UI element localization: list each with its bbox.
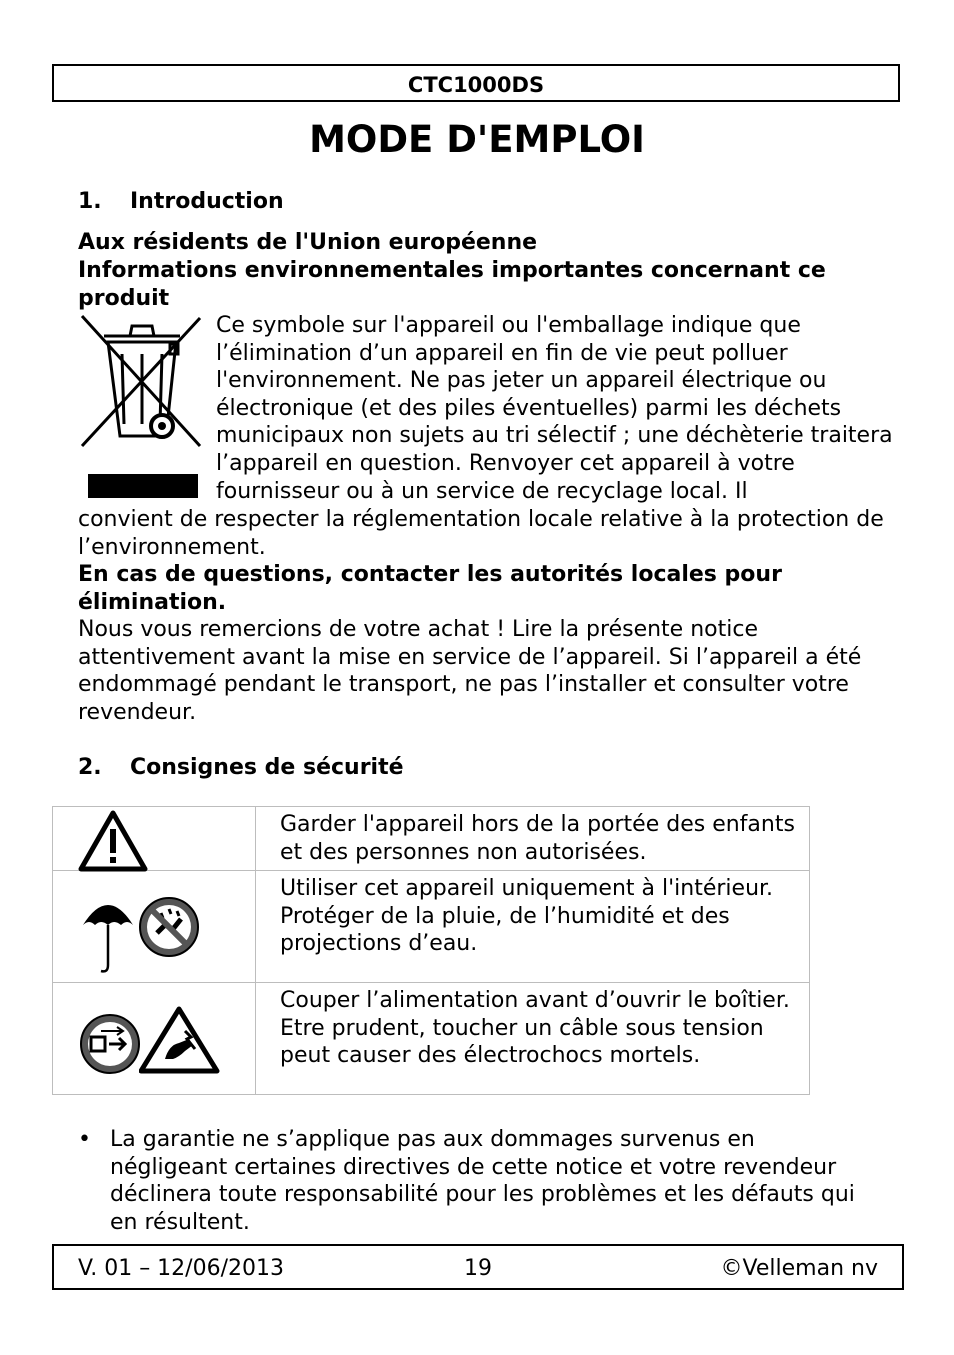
safety-text-2: Protéger de la pluie, de l’humidité et des projections d’eau. (280, 903, 730, 957)
section-2-number: 2. (78, 755, 102, 780)
safety-text-cell (256, 983, 810, 1095)
safety-icons-cell (53, 871, 256, 983)
safety-table (52, 806, 810, 1095)
env-heading: Informations environnementales importantes concernant ce produit (78, 258, 826, 311)
warranty-text: La garantie ne s’applique pas aux dommages survenus en négligeant certaines directives de cette notice et votre revendeur déclinera toute responsabilité pour les problèmes et les défauts qui en résultent. (110, 1127, 855, 1235)
warranty-bullet (78, 1126, 878, 1236)
safety-row (53, 807, 810, 871)
weee-text-continued: convient de respecter la réglementation locale relative à la protection de l’environnement. (78, 507, 884, 560)
header-model-box (52, 64, 900, 102)
section-2-title: Consignes de sécurité (130, 755, 404, 780)
safety-icons-cell (53, 807, 256, 871)
section-2-heading (78, 754, 404, 782)
weee-text: Ce symbole sur l'appareil ou l'emballage indique que l’élimination d’un appareil en fin de vie peut polluer l'environnement. Ne pas jeter un appareil électrique ou électronique (et des piles éventuelles) parmi les déchets municipaux non sujets au tri sélectif ; une déchèterie traitera l’appareil en question. Renvoyer cet appareil à votre fournisseur ou à un service de recyclage local. Il (216, 313, 893, 504)
no-water-icon (137, 895, 201, 959)
umbrella-icon (81, 891, 135, 981)
safety-row (53, 983, 810, 1095)
model-label: CTC1000DS (407, 73, 545, 97)
safety-text-cell (256, 871, 810, 983)
footer (52, 1244, 904, 1290)
safety-text: Garder l'appareil hors de la portée des enfants et des personnes non autorisées. (280, 812, 795, 865)
safety-row (53, 871, 810, 983)
eu-heading: Aux résidents de l'Union européenne (78, 230, 538, 255)
footer-version: V. 01 – 12/06/2013 (78, 1256, 284, 1281)
warning-triangle-icon (77, 809, 157, 873)
section-1-heading (78, 188, 284, 216)
unplug-icon (79, 1013, 141, 1075)
footer-copyright: ©Velleman nv (720, 1256, 878, 1281)
crossed-bin-icon (78, 314, 206, 500)
safety-text-cell (256, 807, 810, 871)
safety-icons-cell (53, 983, 256, 1095)
safety-text: Couper l’alimentation avant d’ouvrir le boîtier. Etre prudent, toucher un câble sous tension peut causer des électrochocs mortels. (280, 988, 790, 1069)
section-1-title: Introduction (130, 189, 284, 214)
page-title: MODE D'EMPLOI (309, 118, 645, 161)
safety-text: Utiliser cet appareil uniquement à l'intérieur. (280, 876, 774, 901)
thanks-paragraph: Nous vous remercions de votre achat ! Lire la présente notice attentivement avant la mise en service de l’appareil. Si l’appareil a été endommagé pendant le transport, ne pas l’installer et consulter votre revendeur. (78, 617, 862, 725)
section-1-number: 1. (78, 189, 102, 214)
footer-page-number: 19 (464, 1256, 492, 1281)
bullet-dot: • (78, 1127, 91, 1152)
questions-note: En cas de questions, contacter les autorités locales pour élimination. (78, 562, 782, 615)
electric-shock-warning-icon (139, 1005, 223, 1075)
